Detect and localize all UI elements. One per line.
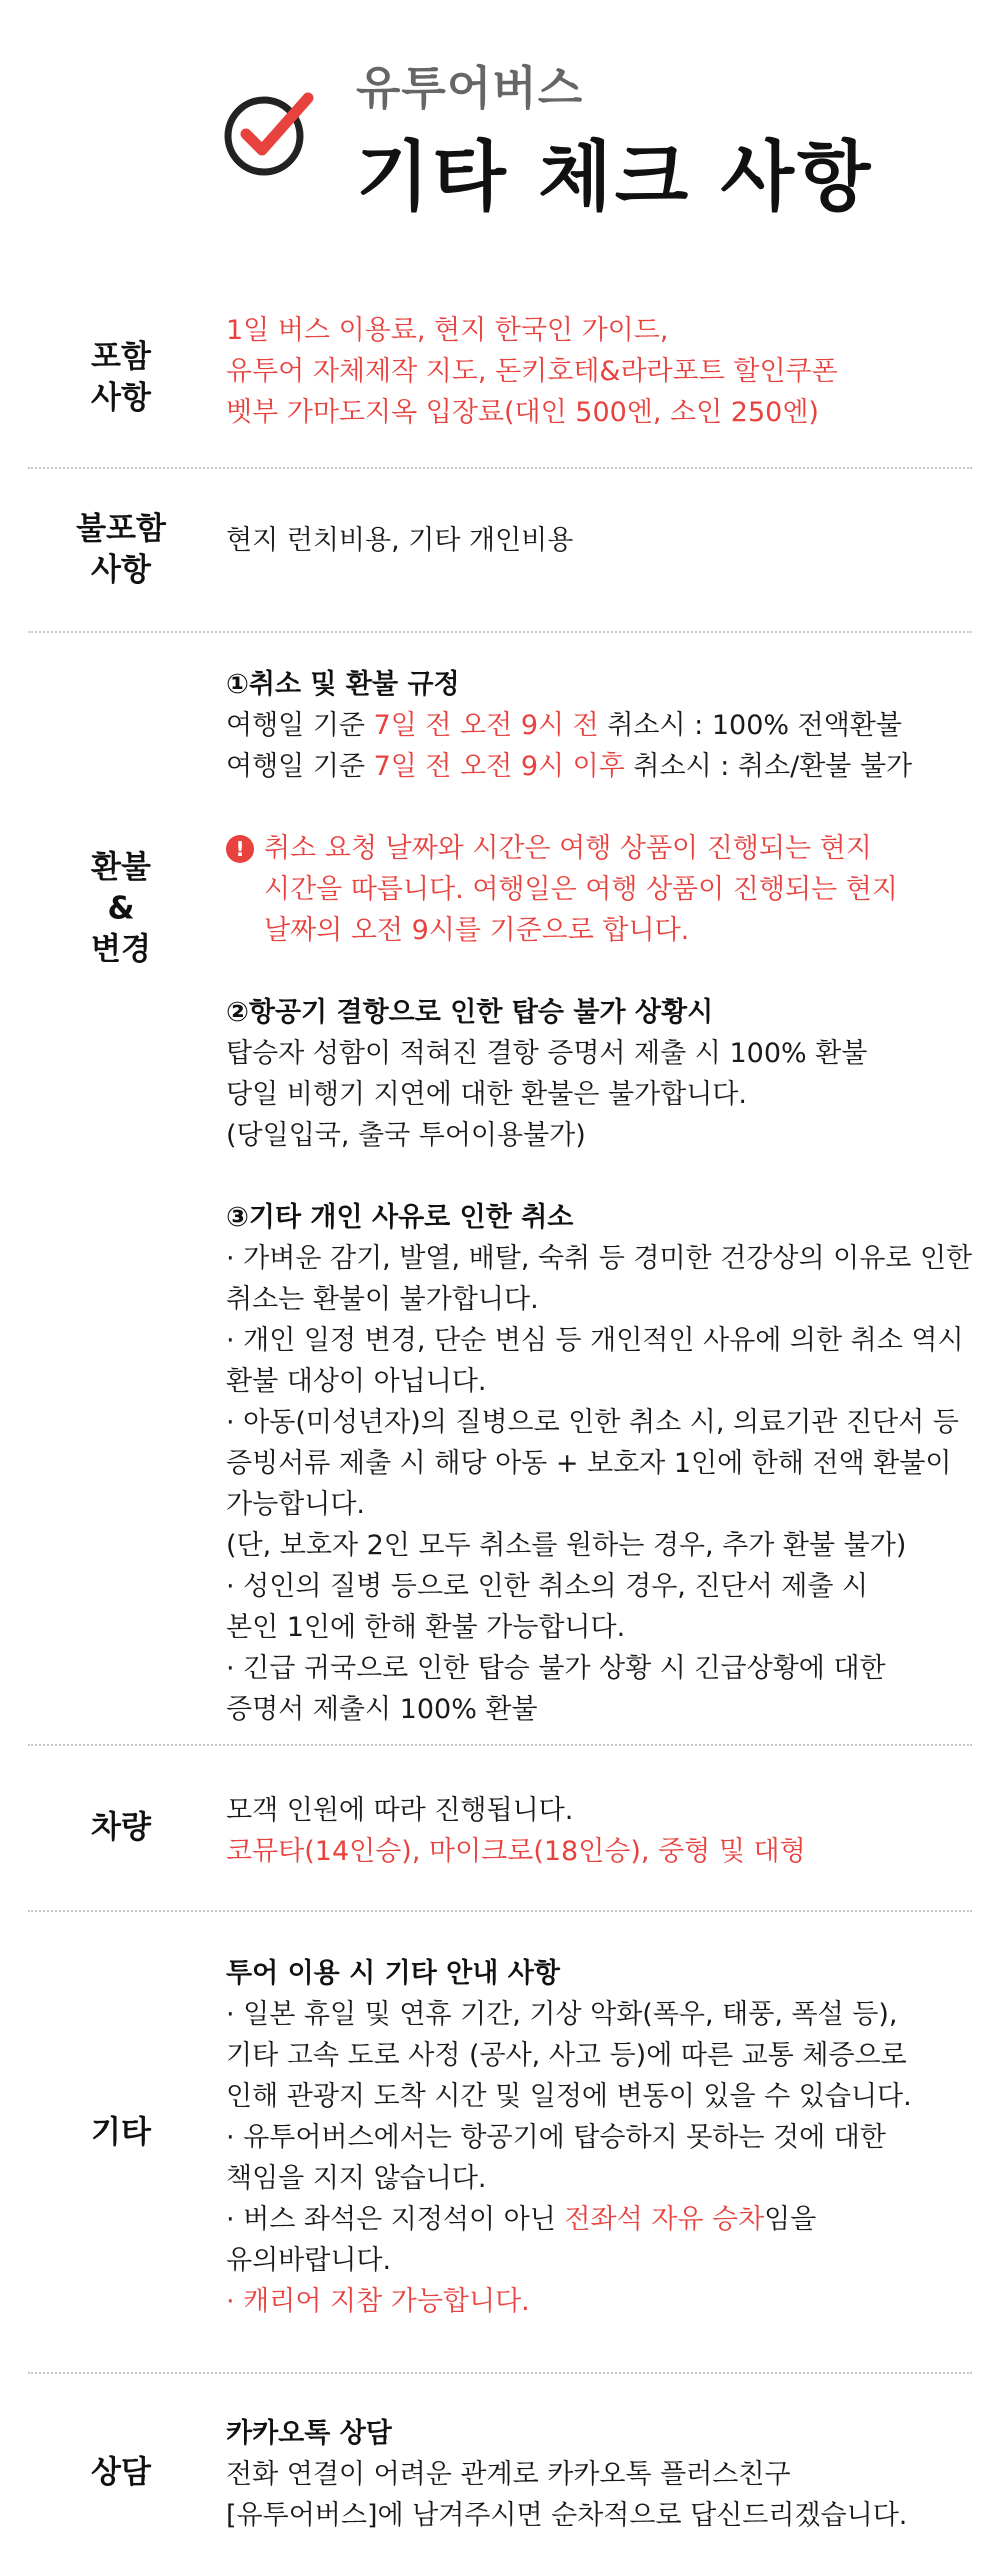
personal-cancel-line: · 긴급 귀국으로 인한 탑승 불가 상황 시 긴급상황에 대한 bbox=[226, 1653, 886, 1684]
personal-cancel-line: 취소는 환불이 불가합니다. bbox=[226, 1284, 539, 1315]
etc-line: · 일본 휴일 및 연휴 기간, 기상 악화(폭우, 태풍, 폭설 등), bbox=[226, 1999, 898, 2030]
etc-seat-line: · 버스 좌석은 지정석이 아닌 전좌석 자유 승차임을 bbox=[226, 2204, 817, 2235]
refund-rule-1: 여행일 기준 7일 전 오전 9시 전 취소시 : 100% 전액환불 bbox=[226, 710, 902, 741]
personal-cancel-title: ③기타 개인 사유로 인한 취소 bbox=[226, 1202, 574, 1233]
personal-cancel-line: · 개인 일정 변경, 단순 변심 등 개인적인 사유에 의한 취소 역시 bbox=[226, 1325, 964, 1356]
personal-cancel-line: · 가벼운 감기, 발열, 배탈, 숙취 등 경미한 건강상의 이유로 인한 bbox=[226, 1243, 973, 1274]
refund-warning: ! 취소 요청 날짜와 시간은 여행 상품이 진행되는 현지 시간을 따릅니다. 여행일은 여행 상품이 진행되는 현지 날짜의 오전 9시를 기준으로 합니다. bbox=[226, 828, 991, 951]
section-label-vehicle: 차량 bbox=[91, 1809, 151, 1846]
consult-content bbox=[226, 2413, 991, 2536]
section-label-refund: 환불 & 변경 bbox=[91, 849, 151, 968]
checkmark-icon bbox=[222, 88, 314, 180]
section-label-consult: 상담 bbox=[91, 2454, 151, 2491]
divider bbox=[28, 1744, 972, 1746]
personal-cancel-line: 환불 대상이 아닙니다. bbox=[226, 1366, 487, 1397]
included-line: 1일 버스 이용료, 현지 한국인 가이드, bbox=[226, 315, 669, 346]
personal-cancel-line: 가능합니다. bbox=[226, 1489, 365, 1520]
vehicle-line: 모객 인원에 따라 진행됩니다. bbox=[226, 1795, 574, 1826]
personal-cancel-line: · 아동(미성년자)의 질병으로 인한 취소 시, 의료기관 진단서 등 bbox=[226, 1407, 959, 1438]
included-content bbox=[226, 310, 991, 433]
brand-name: 유투어버스 bbox=[356, 61, 584, 115]
etc-line: 인해 관광지 도착 시간 및 일정에 변동이 있을 수 있습니다. bbox=[226, 2081, 912, 2112]
divider bbox=[28, 2372, 972, 2374]
etc-carrier-line: · 캐리어 지참 가능합니다. bbox=[226, 2286, 530, 2317]
personal-cancel-line: 본인 1인에 한해 환불 가능합니다. bbox=[226, 1612, 626, 1643]
included-line: 유투어 자체제작 지도, 돈키호테&라라포트 할인쿠폰 bbox=[226, 356, 838, 387]
consult-line: [유투어버스]에 남겨주시면 순차적으로 답신드리겠습니다. bbox=[226, 2500, 908, 2531]
etc-content bbox=[226, 1953, 991, 2322]
flight-cancel-line: 탑승자 성함이 적혀진 결항 증명서 제출 시 100% 환불 bbox=[226, 1038, 868, 1069]
divider bbox=[28, 1910, 972, 1912]
etc-line: 기타 고속 도로 사정 (공사, 사고 등)에 따른 교통 체증으로 bbox=[226, 2040, 907, 2071]
divider bbox=[28, 467, 972, 469]
refund-rule-title: ①취소 및 환불 규정 bbox=[226, 669, 460, 700]
exclamation-icon: ! bbox=[226, 835, 254, 863]
personal-cancel-line: · 성인의 질병 등으로 인한 취소의 경우, 진단서 제출 시 bbox=[226, 1571, 869, 1602]
section-label-excluded: 불포함 사항 bbox=[76, 511, 166, 588]
divider bbox=[28, 631, 972, 633]
consult-title: 카카오톡 상담 bbox=[226, 2418, 392, 2449]
page-title: 기타 체크 사항 bbox=[356, 132, 874, 221]
section-label-etc: 기타 bbox=[91, 2114, 151, 2151]
etc-line: 유의바랍니다. bbox=[226, 2245, 392, 2276]
etc-line: 책임을 지지 않습니다. bbox=[226, 2163, 487, 2194]
vehicle-types: 코뮤타(14인승), 마이크로(18인승), 중형 및 대형 bbox=[226, 1836, 806, 1867]
refund-rule-2: 여행일 기준 7일 전 오전 9시 이후 취소시 : 취소/환불 불가 bbox=[226, 751, 913, 782]
personal-cancel-line: 증명서 제출시 100% 환불 bbox=[226, 1694, 538, 1725]
flight-cancel-title: ②항공기 결항으로 인한 탑승 불가 상황시 bbox=[226, 997, 714, 1028]
refund-content bbox=[226, 664, 991, 1730]
etc-title: 투어 이용 시 기타 안내 사항 bbox=[226, 1958, 560, 1989]
flight-cancel-line: 당일 비행기 지연에 대한 환불은 불가합니다. bbox=[226, 1079, 747, 1110]
vehicle-content bbox=[226, 1790, 991, 1872]
flight-cancel-line: (당일입국, 출국 투어이용불가) bbox=[226, 1120, 586, 1151]
consult-line: 전화 연결이 어려운 관계로 카카오톡 플러스친구 bbox=[226, 2459, 791, 2490]
section-label-included: 포함 사항 bbox=[91, 339, 151, 416]
personal-cancel-line: 증빙서류 제출 시 해당 아동 + 보호자 1인에 한해 전액 환불이 bbox=[226, 1448, 952, 1479]
page-header bbox=[0, 0, 1000, 230]
etc-line: · 유투어버스에서는 항공기에 탑승하지 못하는 것에 대한 bbox=[226, 2122, 886, 2153]
excluded-content bbox=[226, 520, 991, 561]
excluded-text: 현지 런치비용, 기타 개인비용 bbox=[226, 525, 574, 556]
personal-cancel-line: (단, 보호자 2인 모두 취소를 원하는 경우, 추가 환불 불가) bbox=[226, 1530, 907, 1561]
included-line: 벳부 가마도지옥 입장료(대인 500엔, 소인 250엔) bbox=[226, 397, 819, 428]
